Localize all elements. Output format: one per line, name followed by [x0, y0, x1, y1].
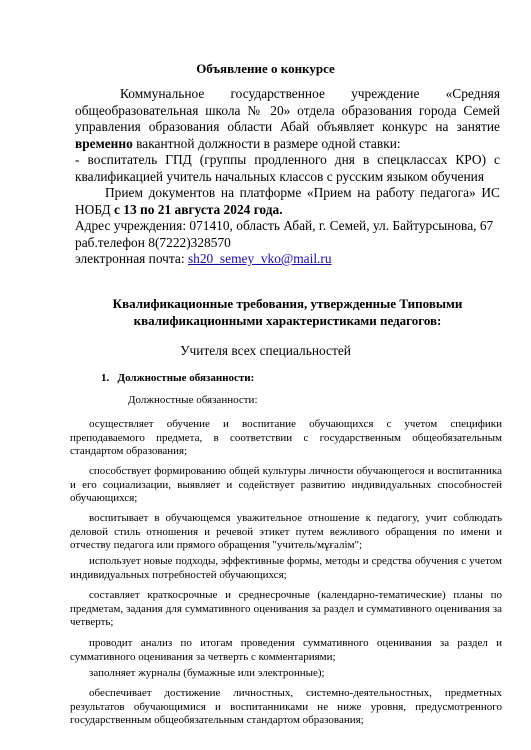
para1-line2: общеобразовательная школа № 20» отдела образования города Семей [75, 102, 500, 118]
duty-item: заполняет журналы (бумажные или электронные); [89, 667, 325, 679]
position-line1: - воспитатель ГПД (группы продленного дня в спецклассах КРО) с [75, 152, 500, 167]
announcement-title: Объявление о конкурсе [196, 61, 335, 76]
requirements-heading: Квалификационные требования, утвержденные Типовыми квалификационными характеристиками педагогов: [112, 296, 463, 328]
duty-item: обеспечивает достижение личностных, системно-деятельностных, предметных результатов обучающимися и воспитанниками не ниже уровня, предусмотренного государственным общеобязательным стандартом образования; [70, 687, 502, 726]
section-heading: 1. Должностные обязанности: [101, 372, 255, 384]
duty-item: способствует формированию общей культуры личности обучающегося и воспитанника и его социализации, выявляет и содействует развитию индивидуальных способностей обучающихся; [70, 465, 502, 504]
docs-line1: Прием документов на платформе «Прием на работу педагога» ИС [105, 185, 500, 200]
email-link[interactable]: sh20_semey_vko@mail.ru [187, 251, 332, 266]
phone-line: раб.телефон 8(7222)328570 [75, 234, 231, 250]
position-line2: квалификацией учитель начальных классов с русским языком обучения [75, 168, 484, 184]
announcement-body [75, 86, 500, 268]
duty-item: составляет краткосрочные и среднесрочные (календарно-тематические) планы по предметам, задания для суммативного оценивания за раздел и суммативного оценивания за четверть; [70, 589, 502, 628]
docs-line2: НОБД с 13 по 21 августа 2024 года. [75, 201, 283, 217]
section-subheading: Должностные обязанности: [128, 394, 258, 406]
duty-item: воспитывает в обучающемся уважительное отношение к педагогу, учит соблюдать деловой стиль отношения и речевой этикет путем вежливого обращения по имени и отчеству педагога или прямого обращения "учитель/мұғалім"; [70, 512, 502, 551]
address-line: Адрес учреждения: 071410, область Абай, г. Семей, ул. Байтурсынова, 67 [75, 218, 494, 233]
para1-line3: управления образования области Абай объявляет конкурс на занятие [75, 119, 500, 134]
duty-item: использует новые подходы, эффективные формы, методы и средства обучения с учетом индивидуальных потребностей обучающихся; [70, 555, 502, 581]
duty-item: осуществляет обучение и воспитание обучающихся с учетом специфики преподаваемого предмета, в соответствии с государственным общеобязательным стандартом образования; [70, 418, 502, 457]
duty-item: проводит анализ по итогам проведения суммативного оценивания за раздел и суммативного оценивания за четверть с комментариями; [70, 637, 502, 663]
para1-line1: Коммунальное государственное учреждение «Средняя [120, 86, 500, 101]
para1-line4: временно вакантной должности в размере одной ставки: [75, 135, 401, 151]
email-line: электронная почта: sh20_semey_vko@mail.ru [75, 251, 332, 266]
requirements-subheading: Учителя всех специальностей [180, 343, 351, 358]
